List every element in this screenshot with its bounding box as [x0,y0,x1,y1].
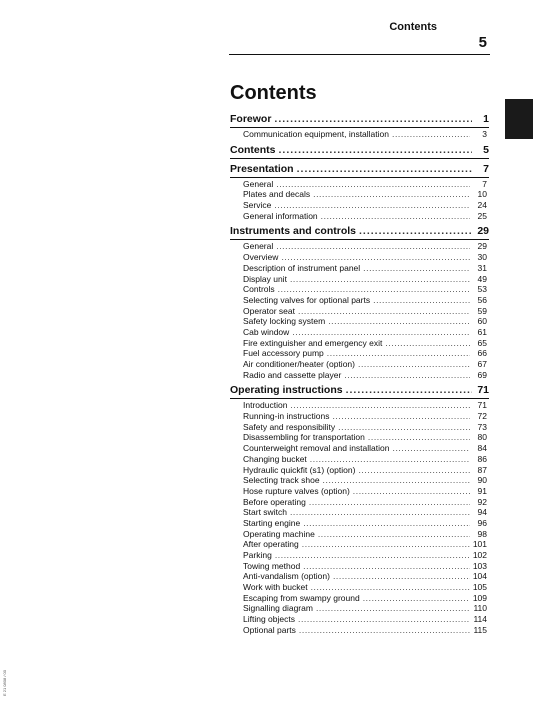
toc-entry-label: Fuel accessory pump [243,348,324,359]
toc-entry-label: General [243,178,274,189]
dot-leader [298,614,470,625]
toc-section [230,143,489,159]
toc-section-heading[interactable] [230,112,489,126]
dot-leader [359,224,472,238]
toc-entry-page: 30 [477,252,487,263]
toc-entry[interactable] [230,614,489,625]
toc-section-page: 71 [477,384,489,397]
toc-entry-label: Operating machine [243,528,315,539]
header-rule [229,54,490,55]
dot-leader [392,129,470,140]
toc-entry[interactable] [230,518,489,529]
toc-section-page: 29 [477,225,489,238]
toc-entry-label: Running-in instructions [243,411,330,422]
toc-section-page: 5 [483,143,489,156]
running-header-title: Contents [389,21,437,33]
toc-entry-page: 25 [477,210,487,221]
dot-leader [392,443,470,454]
toc-entry-label: Parking [243,550,272,560]
toc-entry-page: 61 [477,326,487,337]
toc-section [230,112,489,140]
toc-entry-label: Display unit [243,273,287,284]
toc-section-heading[interactable] [230,224,489,238]
toc-entry-label: Start switch [243,507,287,518]
dot-leader [303,518,470,529]
toc-entry-label: Anti-vandalism (option) [243,571,330,582]
toc-entry[interactable] [230,295,489,306]
toc-entry-page: 80 [477,432,487,443]
toc-entry[interactable] [230,370,489,381]
toc-entry-page: 92 [477,496,487,507]
toc-entry-label: Safety and responsibility [243,421,336,432]
dot-leader [363,593,470,604]
toc-entry[interactable] [230,211,489,222]
toc-entry-page: 104 [472,571,487,582]
toc-entry-label: Disassembling for transportation [243,432,365,443]
toc-entry-label: Operator seat [243,305,295,316]
toc-section-title: Instruments and controls [230,225,357,238]
dot-leader [297,162,472,176]
toc-entry-label: Signalling diagram [243,603,313,614]
toc-entry-page: 24 [477,200,487,211]
toc-entry[interactable] [230,454,489,465]
dot-leader [309,497,470,508]
toc-entry[interactable] [230,432,489,443]
toc-entry-page: 90 [477,475,487,486]
toc-entry-label: General information [243,210,318,221]
toc-entry-page: 84 [477,443,487,454]
toc-entry-page: 101 [472,539,487,550]
dot-leader [333,571,470,582]
toc-entry-label: Service [243,200,272,211]
running-header-page-number: 5 [478,34,487,51]
toc-entry-page: 31 [477,262,487,273]
toc-entry-label: General [243,241,274,252]
dot-leader [353,486,470,497]
toc-entry-label: Communication equipment, installation [243,129,389,139]
toc-entry-label: Overview [243,252,279,263]
toc-entry-page: 110 [473,603,487,614]
dot-leader [298,306,470,317]
toc-entry-page: 69 [477,369,487,380]
section-rule [230,239,489,240]
toc-entry-label: Selecting track shoe [243,475,320,486]
toc-entry-page: 94 [477,507,487,518]
toc-entry-page: 73 [477,421,487,432]
toc-entry[interactable] [230,603,489,614]
page-title: Contents [230,82,317,104]
toc-entry[interactable] [230,263,489,274]
toc-entry[interactable] [230,274,489,285]
toc-entry-label: Introduction [243,400,288,411]
toc-entry[interactable] [230,625,489,636]
toc-section-title: Presentation [230,162,294,175]
dot-leader [275,550,470,561]
toc-entry[interactable] [230,422,489,433]
toc-section-heading[interactable] [230,383,489,397]
toc-entry[interactable] [230,252,489,263]
toc-entry[interactable] [230,507,489,518]
toc-entry[interactable] [230,400,489,411]
toc-entry[interactable] [230,443,489,454]
toc-section-title: Forewor [230,113,272,125]
toc-entry-page: 105 [472,582,487,593]
toc-entry[interactable] [230,539,489,550]
dot-leader [328,316,470,327]
section-rule [230,158,489,159]
dot-leader [290,274,470,285]
toc-entry[interactable] [230,284,489,295]
toc-entry[interactable] [230,593,489,604]
toc-entry-label: Lifting objects [243,614,295,625]
dot-leader [290,507,470,518]
toc-entry-label: Optional parts [243,624,296,635]
dot-leader [278,284,470,295]
toc-section-title: Contents [230,143,276,156]
dot-leader [318,529,470,540]
dot-leader [313,189,470,200]
toc-entry[interactable] [230,241,489,252]
section-rule [230,398,489,399]
toc-entry-label: Hose rupture valves (option) [243,485,350,496]
toc-entry-page: 66 [477,348,487,359]
dot-leader [346,383,472,397]
toc-entry-label: Fire extinguisher and emergency exit [243,337,383,348]
toc-entry-page: 115 [473,624,487,635]
toc-entry[interactable] [230,411,489,422]
toc-entry-page: 91 [477,485,487,496]
toc-entry-page: 59 [477,305,487,316]
toc-section-page: 1 [483,113,489,125]
toc-entry[interactable] [230,497,489,508]
dot-leader [276,241,470,252]
toc-entry[interactable] [230,571,489,582]
toc-entry-page: 114 [473,614,487,625]
toc-entry-page: 86 [477,453,487,464]
toc-entry[interactable] [230,550,489,561]
toc-entry[interactable] [230,306,489,317]
side-document-code: E 21 0808 / 00 [2,670,7,697]
toc-entry-label: Radio and cassette player [243,369,342,380]
dot-leader [332,411,470,422]
toc-entry-label: Selecting valves for optional parts [243,294,371,305]
dot-leader [363,263,470,274]
toc-section [230,224,489,380]
toc-entry[interactable] [230,338,489,349]
toc-entry-page: 72 [477,411,487,422]
table-of-contents [230,112,489,639]
dot-leader [311,582,470,593]
toc-section-heading[interactable] [230,143,489,157]
dot-leader [299,625,470,636]
toc-entry-label: Escaping from swampy ground [243,592,360,603]
dot-leader [279,143,473,157]
toc-entry-label: Work with bucket [243,582,308,593]
toc-entry[interactable] [230,465,489,476]
toc-entry-label: Cab window [243,326,290,337]
section-rule [230,127,489,128]
dot-leader [290,400,470,411]
dot-leader [358,359,470,370]
dot-leader [292,327,470,338]
toc-entry-page: 109 [472,592,487,603]
toc-entry[interactable] [230,327,489,338]
toc-entry[interactable] [230,475,489,486]
toc-entry-page: 102 [472,550,487,560]
toc-entry-label: Starting engine [243,517,301,528]
toc-entry[interactable] [230,529,489,540]
toc-entry[interactable] [230,486,489,497]
dot-leader [344,370,470,381]
toc-entry-page: 53 [477,284,487,295]
dot-leader [358,465,470,476]
toc-entry-page: 29 [477,241,487,252]
toc-entry-page: 49 [477,273,487,284]
dot-leader [303,561,470,572]
toc-section-title: Operating instructions [230,384,343,397]
toc-entry-label: Towing method [243,560,301,571]
dot-leader [338,422,470,433]
toc-entry[interactable] [230,561,489,572]
toc-entry-label: Controls [243,284,275,295]
toc-entry[interactable] [230,179,489,190]
toc-section-page: 7 [483,162,489,175]
dot-leader [368,432,470,443]
toc-section [230,162,489,222]
toc-entry-page: 3 [482,129,487,139]
toc-entry-label: Air conditioner/heater (option) [243,359,355,369]
toc-entry-label: After operating [243,539,299,550]
toc-entry-label: Hydraulic quickfit (s1) (option) [243,464,356,475]
dot-leader [373,295,470,306]
toc-entry-page: 60 [477,316,487,327]
toc-section-heading[interactable] [230,162,489,176]
toc-entry-label: Counterweight removal and installation [243,443,390,454]
toc-entry[interactable] [230,582,489,593]
toc-entry-page: 71 [477,400,487,411]
toc-entry[interactable] [230,348,489,359]
toc-entry-label: Description of instrument panel [243,262,361,273]
dot-leader [310,454,470,465]
toc-entry-page: 65 [477,337,487,348]
dot-leader [276,179,470,190]
dot-leader [323,475,470,486]
toc-entry[interactable] [230,129,489,140]
section-rule [230,177,489,178]
dot-leader [274,112,472,126]
toc-entry-page: 87 [477,464,487,475]
chapter-thumb-tab [505,99,533,139]
toc-entry-label: Before operating [243,496,306,507]
toc-entry-page: 10 [477,189,487,200]
toc-entry-page: 98 [477,528,487,539]
dot-leader [385,338,470,349]
toc-entry[interactable] [230,189,489,200]
toc-entry-page: 96 [477,517,487,528]
toc-entry-page: 7 [482,178,487,189]
toc-section [230,383,489,635]
toc-entry-page: 56 [477,294,487,305]
toc-entry-page: 103 [472,560,487,571]
toc-entry[interactable] [230,316,489,327]
toc-entry-page: 67 [477,359,487,369]
toc-entry[interactable] [230,200,489,211]
dot-leader [316,603,470,614]
dot-leader [274,200,470,211]
toc-entry-label: Safety locking system [243,316,326,327]
dot-leader [321,211,470,222]
dot-leader [302,539,470,550]
toc-entry-label: Changing bucket [243,453,307,464]
toc-entry-label: Plates and decals [243,189,311,200]
dot-leader [281,252,470,263]
dot-leader [327,348,470,359]
toc-entry[interactable] [230,359,489,370]
